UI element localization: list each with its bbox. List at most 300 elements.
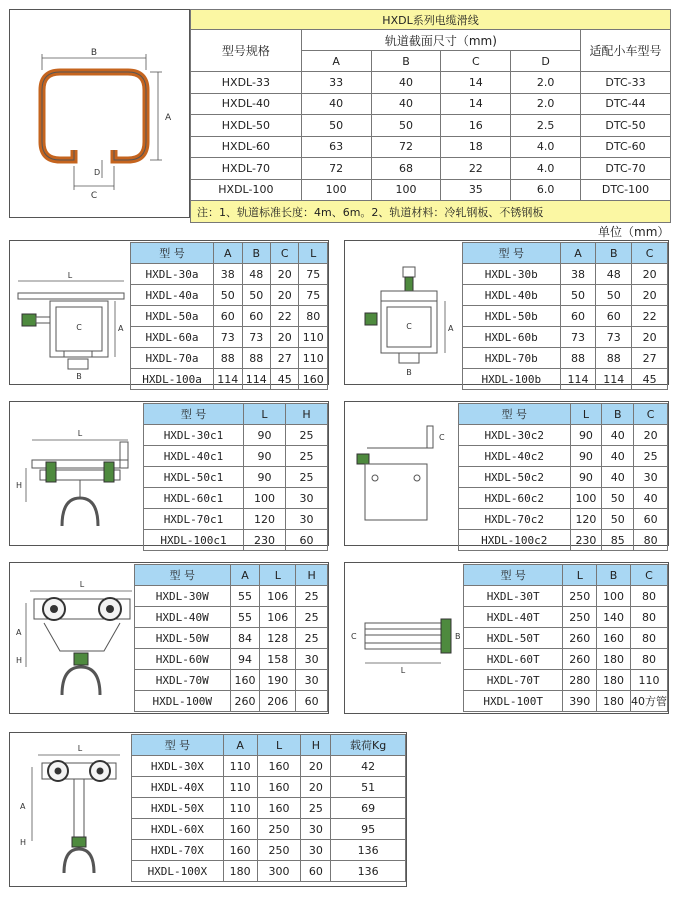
table-row — [191, 115, 671, 137]
value-cell: 280 — [563, 670, 597, 691]
table-cell: 35 — [441, 179, 511, 201]
column-header: L — [299, 243, 328, 264]
column-header: A — [223, 735, 257, 756]
column-header: B — [597, 565, 631, 586]
value-cell: 120 — [244, 509, 286, 530]
table-cell: HXDL-40 — [191, 93, 302, 115]
table-c1 — [143, 403, 328, 551]
value-cell: 85 — [602, 530, 634, 551]
value-cell: 27 — [271, 348, 299, 369]
model-cell: HXDL-60T — [464, 649, 563, 670]
value-cell: 84 — [230, 628, 260, 649]
main-drawing-panel — [9, 9, 190, 218]
hanger-c2-drawing — [345, 402, 455, 545]
table-row — [135, 628, 328, 649]
dim-h-label: H — [16, 656, 23, 665]
table-cell: 100 — [371, 179, 441, 201]
table-row — [135, 649, 328, 670]
column-header: 载荷Kg — [331, 735, 406, 756]
model-cell: HXDL-100T — [464, 691, 563, 712]
table-row — [135, 670, 328, 691]
value-cell: 90 — [570, 467, 602, 488]
value-cell: 90 — [244, 446, 286, 467]
model-cell: HXDL-60b — [463, 327, 561, 348]
table-cell: 40 — [371, 93, 441, 115]
value-cell: 60 — [560, 306, 596, 327]
table-row — [135, 586, 328, 607]
table-cell: 40 — [301, 93, 371, 115]
column-header: L — [570, 404, 602, 425]
column-header: L — [260, 565, 296, 586]
column-header: 型 号 — [463, 243, 561, 264]
table-c2 — [458, 403, 668, 551]
value-cell: 50 — [242, 285, 270, 306]
rail-section-drawing — [10, 10, 191, 219]
value-cell: 40方管 — [630, 691, 667, 712]
table-cell: 18 — [441, 136, 511, 158]
model-cell: HXDL-40W — [135, 607, 231, 628]
value-cell: 250 — [563, 607, 597, 628]
table-header-row — [459, 404, 668, 425]
column-header: A — [230, 565, 260, 586]
table-cell: 50 — [301, 115, 371, 137]
hanger-a-drawing — [10, 241, 132, 384]
trolley-header: 适配小车型号 — [581, 30, 671, 72]
value-cell: 25 — [286, 446, 328, 467]
value-cell: 110 — [223, 777, 257, 798]
value-cell: 69 — [331, 798, 406, 819]
value-cell: 110 — [630, 670, 667, 691]
value-cell: 20 — [301, 756, 331, 777]
value-cell: 48 — [242, 264, 270, 285]
table-row — [132, 819, 406, 840]
dim-h-label: H — [16, 481, 23, 490]
dim-l-label: L — [77, 744, 83, 753]
rail-spec-table — [190, 9, 671, 223]
column-header: 型 号 — [135, 565, 231, 586]
trolley-x-drawing — [10, 733, 130, 886]
table-b — [462, 242, 668, 390]
unit-label: 单位（mm） — [598, 225, 670, 239]
value-cell: 80 — [630, 586, 667, 607]
value-cell: 110 — [223, 798, 257, 819]
dim-b-label: B — [90, 48, 98, 58]
column-header: 型 号 — [132, 735, 224, 756]
model-cell: HXDL-100b — [463, 369, 561, 390]
dim-l-label: L — [67, 271, 73, 280]
table-cell: 14 — [441, 93, 511, 115]
table-row — [144, 446, 328, 467]
dim-l-label: L — [77, 429, 83, 438]
table-header-row — [144, 404, 328, 425]
model-cell: HXDL-70c1 — [144, 509, 244, 530]
table-row — [463, 369, 668, 390]
dim-a-label: A — [20, 802, 26, 811]
value-cell: 300 — [257, 861, 301, 882]
model-cell: HXDL-40X — [132, 777, 224, 798]
model-cell: HXDL-40c1 — [144, 446, 244, 467]
dim-a-label: A — [165, 113, 172, 123]
value-cell: 160 — [597, 628, 631, 649]
value-cell: 95 — [331, 819, 406, 840]
table-cell: 2.0 — [511, 93, 581, 115]
table-row — [131, 369, 328, 390]
column-header: B — [242, 243, 270, 264]
value-cell: 110 — [223, 756, 257, 777]
table-row — [191, 136, 671, 158]
dim-l-label: L — [79, 580, 85, 589]
value-cell: 88 — [596, 348, 632, 369]
value-cell: 114 — [242, 369, 270, 390]
value-cell: 114 — [596, 369, 632, 390]
value-cell: 25 — [634, 446, 668, 467]
column-header: L — [257, 735, 301, 756]
column-header: A — [214, 243, 242, 264]
table-cell: DTC-60 — [581, 136, 671, 158]
col-d-header: D — [511, 51, 581, 72]
model-cell: HXDL-30W — [135, 586, 231, 607]
value-cell: 50 — [602, 509, 634, 530]
model-cell: HXDL-100c1 — [144, 530, 244, 551]
model-cell: HXDL-50c2 — [459, 467, 571, 488]
value-cell: 30 — [296, 670, 328, 691]
value-cell: 22 — [271, 306, 299, 327]
column-header: H — [301, 735, 331, 756]
value-cell: 30 — [286, 488, 328, 509]
table-row — [463, 348, 668, 369]
table-row — [132, 798, 406, 819]
table-row — [459, 425, 668, 446]
value-cell: 30 — [634, 467, 668, 488]
value-cell: 80 — [630, 628, 667, 649]
dim-c-label: C — [76, 323, 82, 332]
model-cell: HXDL-60c2 — [459, 488, 571, 509]
table-row — [463, 327, 668, 348]
value-cell: 22 — [632, 306, 668, 327]
value-cell: 140 — [597, 607, 631, 628]
value-cell: 136 — [331, 861, 406, 882]
value-cell: 40 — [602, 446, 634, 467]
value-cell: 190 — [260, 670, 296, 691]
value-cell: 50 — [596, 285, 632, 306]
table-cell: HXDL-100 — [191, 179, 302, 201]
value-cell: 136 — [331, 840, 406, 861]
value-cell: 60 — [296, 691, 328, 712]
table-row — [144, 530, 328, 551]
table-row — [459, 467, 668, 488]
table-row — [459, 488, 668, 509]
value-cell: 50 — [214, 285, 242, 306]
column-header: H — [286, 404, 328, 425]
value-cell: 42 — [331, 756, 406, 777]
value-cell: 25 — [296, 628, 328, 649]
value-cell: 25 — [286, 467, 328, 488]
value-cell: 60 — [242, 306, 270, 327]
model-cell: HXDL-40b — [463, 285, 561, 306]
value-cell: 180 — [223, 861, 257, 882]
column-header: 型 号 — [459, 404, 571, 425]
table-row — [144, 509, 328, 530]
table-cell: 22 — [441, 158, 511, 180]
value-cell: 30 — [286, 509, 328, 530]
model-cell: HXDL-60X — [132, 819, 224, 840]
col-c-header: C — [441, 51, 511, 72]
value-cell: 60 — [596, 306, 632, 327]
dim-c-label: C — [406, 322, 412, 331]
table-cell: 40 — [371, 72, 441, 94]
column-header: B — [602, 404, 634, 425]
table-cell: 33 — [301, 72, 371, 94]
value-cell: 73 — [596, 327, 632, 348]
value-cell: 250 — [563, 586, 597, 607]
table-row — [464, 628, 668, 649]
note-text: 注：1、轨道标准长度：4m、6m。2、轨道材料：冷轧钢板、不锈钢板 — [191, 201, 671, 223]
value-cell: 55 — [230, 586, 260, 607]
value-cell: 75 — [299, 285, 328, 306]
model-cell: HXDL-40a — [131, 285, 214, 306]
value-cell: 30 — [301, 819, 331, 840]
column-header: C — [634, 404, 668, 425]
value-cell: 20 — [632, 264, 668, 285]
table-cell: DTC-70 — [581, 158, 671, 180]
table-row — [191, 158, 671, 180]
trolley-w-drawing — [10, 563, 140, 713]
value-cell: 80 — [299, 306, 328, 327]
value-cell: 250 — [257, 840, 301, 861]
dim-l-label: L — [400, 666, 406, 675]
value-cell: 106 — [260, 607, 296, 628]
value-cell: 20 — [271, 264, 299, 285]
dim-c-label: C — [90, 191, 98, 201]
table-cell: DTC-100 — [581, 179, 671, 201]
table-t — [463, 564, 668, 712]
value-cell: 260 — [563, 649, 597, 670]
table-cell: HXDL-50 — [191, 115, 302, 137]
table-row — [463, 285, 668, 306]
value-cell: 260 — [230, 691, 260, 712]
table-row — [132, 777, 406, 798]
value-cell: 160 — [257, 756, 301, 777]
value-cell: 110 — [299, 348, 328, 369]
column-header: L — [244, 404, 286, 425]
column-header: H — [296, 565, 328, 586]
trolley-t-drawing — [345, 563, 465, 713]
table-cell: 63 — [301, 136, 371, 158]
model-cell: HXDL-100c2 — [459, 530, 571, 551]
value-cell: 60 — [286, 530, 328, 551]
value-cell: 51 — [331, 777, 406, 798]
value-cell: 128 — [260, 628, 296, 649]
value-cell: 80 — [634, 530, 668, 551]
model-cell: HXDL-30c1 — [144, 425, 244, 446]
model-cell: HXDL-50W — [135, 628, 231, 649]
value-cell: 88 — [560, 348, 596, 369]
table-cell: 72 — [301, 158, 371, 180]
value-cell: 60 — [214, 306, 242, 327]
hanger-c1-drawing — [10, 402, 140, 545]
value-cell: 88 — [214, 348, 242, 369]
model-cell: HXDL-60c1 — [144, 488, 244, 509]
value-cell: 40 — [602, 425, 634, 446]
table-row — [464, 586, 668, 607]
table-cell: 14 — [441, 72, 511, 94]
table-cell: 16 — [441, 115, 511, 137]
model-cell: HXDL-60a — [131, 327, 214, 348]
dim-c-label: C — [439, 433, 445, 442]
table-header-row — [463, 243, 668, 264]
table-row — [144, 488, 328, 509]
value-cell: 106 — [260, 586, 296, 607]
model-cell: HXDL-100X — [132, 861, 224, 882]
value-cell: 260 — [563, 628, 597, 649]
table-row — [459, 446, 668, 467]
value-cell: 390 — [563, 691, 597, 712]
dim-h-label: H — [20, 838, 27, 847]
value-cell: 73 — [214, 327, 242, 348]
model-cell: HXDL-70X — [132, 840, 224, 861]
column-header: A — [560, 243, 596, 264]
table-cell: 100 — [301, 179, 371, 201]
table-row — [463, 306, 668, 327]
model-cell: HXDL-30a — [131, 264, 214, 285]
value-cell: 73 — [242, 327, 270, 348]
table-row — [131, 306, 328, 327]
table-row — [463, 264, 668, 285]
table-row — [132, 756, 406, 777]
column-header: 型 号 — [464, 565, 563, 586]
dim-a-label: A — [448, 324, 454, 333]
table-header-row — [131, 243, 328, 264]
dim-a-label: A — [16, 628, 22, 637]
value-cell: 20 — [632, 285, 668, 306]
value-cell: 20 — [634, 425, 668, 446]
table-cell: 2.5 — [511, 115, 581, 137]
model-header: 型号规格 — [191, 30, 302, 72]
value-cell: 40 — [634, 488, 668, 509]
column-header: C — [630, 565, 667, 586]
table-cell: 6.0 — [511, 179, 581, 201]
value-cell: 160 — [223, 840, 257, 861]
value-cell: 180 — [597, 649, 631, 670]
column-header: B — [596, 243, 632, 264]
value-cell: 20 — [632, 327, 668, 348]
value-cell: 180 — [597, 670, 631, 691]
model-cell: HXDL-60W — [135, 649, 231, 670]
table-row — [191, 93, 671, 115]
table-cell: DTC-33 — [581, 72, 671, 94]
value-cell: 160 — [223, 819, 257, 840]
model-cell: HXDL-40c2 — [459, 446, 571, 467]
value-cell: 230 — [570, 530, 602, 551]
value-cell: 20 — [271, 327, 299, 348]
dim-d-label: D — [94, 168, 101, 177]
table-row — [131, 327, 328, 348]
table-cell: 68 — [371, 158, 441, 180]
table-row — [132, 861, 406, 882]
value-cell: 45 — [271, 369, 299, 390]
model-cell: HXDL-70c2 — [459, 509, 571, 530]
model-cell: HXDL-100W — [135, 691, 231, 712]
dim-b-label: B — [406, 368, 412, 377]
model-cell: HXDL-50X — [132, 798, 224, 819]
value-cell: 38 — [214, 264, 242, 285]
table-row — [131, 348, 328, 369]
table-cell: DTC-44 — [581, 93, 671, 115]
column-header: C — [271, 243, 299, 264]
model-cell: HXDL-50a — [131, 306, 214, 327]
value-cell: 120 — [570, 509, 602, 530]
table-row — [464, 607, 668, 628]
model-cell: HXDL-30c2 — [459, 425, 571, 446]
value-cell: 25 — [301, 798, 331, 819]
table-row — [191, 179, 671, 201]
model-cell: HXDL-30b — [463, 264, 561, 285]
value-cell: 38 — [560, 264, 596, 285]
model-cell: HXDL-100a — [131, 369, 214, 390]
value-cell: 48 — [596, 264, 632, 285]
value-cell: 114 — [560, 369, 596, 390]
table-row — [464, 670, 668, 691]
value-cell: 90 — [244, 425, 286, 446]
column-header: 型 号 — [131, 243, 214, 264]
value-cell: 90 — [570, 446, 602, 467]
model-cell: HXDL-40T — [464, 607, 563, 628]
model-cell: HXDL-30X — [132, 756, 224, 777]
value-cell: 230 — [244, 530, 286, 551]
value-cell: 30 — [301, 840, 331, 861]
value-cell: 100 — [244, 488, 286, 509]
value-cell: 250 — [257, 819, 301, 840]
value-cell: 27 — [632, 348, 668, 369]
value-cell: 73 — [560, 327, 596, 348]
value-cell: 110 — [299, 327, 328, 348]
table-row — [144, 425, 328, 446]
table-cell: 50 — [371, 115, 441, 137]
value-cell: 160 — [230, 670, 260, 691]
model-cell: HXDL-70a — [131, 348, 214, 369]
table-cell: 2.0 — [511, 72, 581, 94]
value-cell: 114 — [214, 369, 242, 390]
table-a — [130, 242, 328, 390]
value-cell: 20 — [271, 285, 299, 306]
value-cell: 25 — [296, 607, 328, 628]
table-row — [131, 264, 328, 285]
section-header: 轨道截面尺寸（mm) — [301, 30, 580, 51]
table-row — [132, 840, 406, 861]
table-row — [464, 691, 668, 712]
table-x — [131, 734, 406, 882]
table-row — [131, 285, 328, 306]
value-cell: 20 — [301, 777, 331, 798]
dim-a-label: A — [118, 324, 124, 333]
table-cell: 4.0 — [511, 158, 581, 180]
col-b-header: B — [371, 51, 441, 72]
column-header: L — [563, 565, 597, 586]
value-cell: 90 — [570, 425, 602, 446]
table-cell: 72 — [371, 136, 441, 158]
value-cell: 80 — [630, 649, 667, 670]
table-header-row — [135, 565, 328, 586]
column-header: C — [632, 243, 668, 264]
model-cell: HXDL-50c1 — [144, 467, 244, 488]
value-cell: 80 — [630, 607, 667, 628]
table-cell: HXDL-60 — [191, 136, 302, 158]
model-cell: HXDL-30T — [464, 586, 563, 607]
main-title: HXDL系列电缆滑线 — [191, 10, 671, 30]
table-row — [191, 72, 671, 94]
model-cell: HXDL-70b — [463, 348, 561, 369]
value-cell: 160 — [299, 369, 328, 390]
